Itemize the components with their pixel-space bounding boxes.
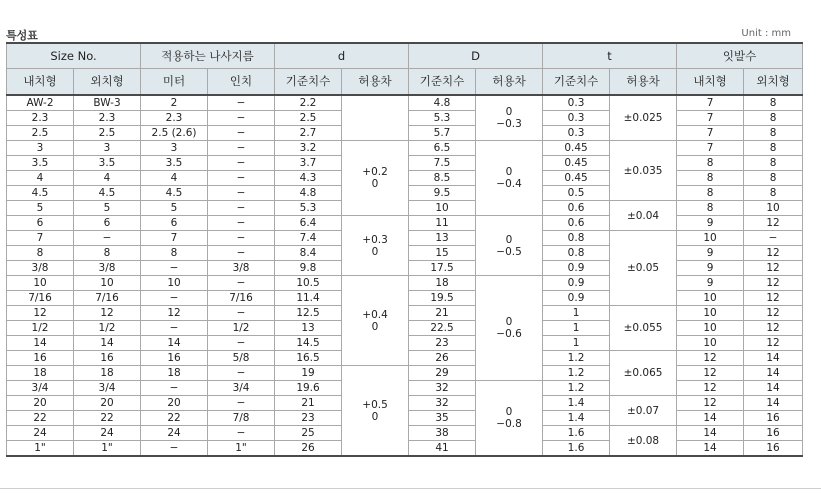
cell-teeth-inner: 10 (677, 306, 744, 321)
cell-inner-type: 16 (7, 351, 74, 366)
cell-teeth-outer: 8 (744, 156, 803, 171)
cell-t-tolerance-line: ±0.025 (623, 112, 663, 124)
cell-teeth-outer: 8 (744, 171, 803, 186)
cell-inch: 3/8 (208, 261, 275, 276)
cell-metric: 10 (141, 276, 208, 291)
bottom-rule (0, 488, 821, 489)
header-outer-type: 외치형 (74, 69, 141, 96)
cell-t-tolerance (610, 141, 677, 201)
cell-d-nominal: 5.3 (275, 201, 342, 216)
cell-metric: 14 (141, 336, 208, 351)
cell-outer-type: 4.5 (74, 186, 141, 201)
cell-d-tolerance (342, 141, 409, 216)
cell-t-nominal: 0.3 (543, 95, 610, 111)
cell-inner-type: 22 (7, 411, 74, 426)
header-t-tolerance: 허용차 (610, 69, 677, 96)
cell-D-tolerance-line: 0 (505, 406, 513, 418)
cell-t-tolerance (610, 351, 677, 396)
header-d: d (275, 43, 409, 69)
cell-t-nominal: 1.6 (543, 426, 610, 441)
cell-inner-type: 4 (7, 171, 74, 186)
cell-teeth-inner: 8 (677, 171, 744, 186)
cell-outer-type: 24 (74, 426, 141, 441)
table-row (7, 216, 803, 231)
cell-d-tolerance (342, 276, 409, 366)
cell-inch: 7/8 (208, 411, 275, 426)
cell-d-nominal: 13 (275, 321, 342, 336)
cell-D-nominal: 38 (409, 426, 476, 441)
cell-d-nominal: 19 (275, 366, 342, 381)
header-t: t (543, 43, 677, 69)
cell-teeth-outer: 8 (744, 126, 803, 141)
cell-metric: − (141, 381, 208, 396)
cell-teeth-inner: 14 (677, 441, 744, 457)
cell-metric: 3.5 (141, 156, 208, 171)
cell-t-nominal: 1.2 (543, 351, 610, 366)
cell-d-tolerance (342, 216, 409, 276)
cell-teeth-inner: 10 (677, 336, 744, 351)
cell-metric: 12 (141, 306, 208, 321)
cell-metric: − (141, 291, 208, 306)
cell-t-nominal: 1.2 (543, 366, 610, 381)
cell-t-nominal: 0.9 (543, 276, 610, 291)
cell-metric: 8 (141, 246, 208, 261)
cell-outer-type: − (74, 231, 141, 246)
cell-d-nominal: 2.5 (275, 111, 342, 126)
cell-metric: 20 (141, 396, 208, 411)
cell-metric: 24 (141, 426, 208, 441)
cell-teeth-outer: 8 (744, 141, 803, 156)
cell-t-nominal: 0.5 (543, 186, 610, 201)
cell-inner-type: 18 (7, 366, 74, 381)
cell-teeth-outer: 8 (744, 186, 803, 201)
cell-teeth-inner: 12 (677, 396, 744, 411)
cell-inner-type: 1/2 (7, 321, 74, 336)
cell-metric: 18 (141, 366, 208, 381)
cell-d-nominal: 6.4 (275, 216, 342, 231)
cell-d-nominal: 26 (275, 441, 342, 457)
cell-D-nominal: 18 (409, 276, 476, 291)
cell-D-nominal: 5.3 (409, 111, 476, 126)
cell-teeth-inner: 12 (677, 381, 744, 396)
cell-d-tolerance-line: +0.2 (362, 166, 388, 178)
cell-inch: − (208, 186, 275, 201)
cell-outer-type: 6 (74, 216, 141, 231)
cell-inch: 5/8 (208, 351, 275, 366)
header-row-1 (7, 43, 803, 69)
cell-D-tolerance-line: −0.6 (496, 328, 522, 340)
cell-D-nominal: 13 (409, 231, 476, 246)
cell-d-nominal: 19.6 (275, 381, 342, 396)
cell-teeth-inner: 7 (677, 141, 744, 156)
header-size-no: Size No. (7, 43, 141, 69)
cell-inch: − (208, 276, 275, 291)
cell-D-tolerance-line: 0 (505, 233, 513, 246)
cell-d-nominal: 10.5 (275, 276, 342, 291)
table-row (7, 366, 803, 381)
cell-inch: − (208, 426, 275, 441)
cell-D-nominal: 7.5 (409, 156, 476, 171)
cell-teeth-outer: 16 (744, 411, 803, 426)
cell-inch: − (208, 201, 275, 216)
cell-outer-type: 7/16 (74, 291, 141, 306)
cell-inner-type: 3/8 (7, 261, 74, 276)
cell-d-tolerance-line: 0 (371, 178, 379, 190)
cell-teeth-inner: 10 (677, 321, 744, 336)
cell-t-tolerance-line: ±0.04 (626, 209, 660, 222)
cell-t-nominal: 1 (543, 306, 610, 321)
cell-metric: 6 (141, 216, 208, 231)
cell-outer-type: 1/2 (74, 321, 141, 336)
header-thread-diameter: 적용하는 나사지름 (141, 43, 275, 69)
cell-t-tolerance (610, 426, 677, 457)
cell-inner-type: 8 (7, 246, 74, 261)
cell-D-tolerance (476, 95, 543, 141)
cell-D-tolerance (476, 276, 543, 381)
cell-teeth-outer: 8 (744, 111, 803, 126)
cell-outer-type: 20 (74, 396, 141, 411)
cell-d-nominal: 2.2 (275, 95, 342, 111)
cell-D-nominal: 32 (409, 396, 476, 411)
cell-D-nominal: 22.5 (409, 321, 476, 336)
cell-teeth-inner: 8 (677, 186, 744, 201)
cell-metric: 4.5 (141, 186, 208, 201)
cell-teeth-outer: 14 (744, 396, 803, 411)
cell-t-nominal: 1.4 (543, 411, 610, 426)
cell-outer-type: 1" (74, 441, 141, 457)
cell-inch: − (208, 171, 275, 186)
cell-inner-type: AW-2 (7, 95, 74, 111)
cell-teeth-inner: 7 (677, 95, 744, 111)
cell-D-nominal: 11 (409, 216, 476, 231)
cell-inner-type: 6 (7, 216, 74, 231)
cell-inch: − (208, 306, 275, 321)
cell-outer-type: 2.3 (74, 111, 141, 126)
cell-D-nominal: 19.5 (409, 291, 476, 306)
cell-outer-type: 18 (74, 366, 141, 381)
header-row-2 (7, 69, 803, 96)
cell-D-nominal: 26 (409, 351, 476, 366)
cell-teeth-inner: 14 (677, 411, 744, 426)
cell-d-nominal: 8.4 (275, 246, 342, 261)
cell-inner-type: 1" (7, 441, 74, 457)
header-teeth-inner: 내치형 (677, 69, 744, 96)
table-caption: 특성표 (6, 29, 38, 42)
cell-d-nominal: 16.5 (275, 351, 342, 366)
cell-metric: 16 (141, 351, 208, 366)
cell-teeth-inner: 12 (677, 351, 744, 366)
cell-teeth-inner: 9 (677, 276, 744, 291)
cell-teeth-outer: 12 (744, 306, 803, 321)
cell-D-nominal: 15 (409, 246, 476, 261)
cell-inner-type: 12 (7, 306, 74, 321)
cell-d-nominal: 3.2 (275, 141, 342, 156)
cell-teeth-inner: 14 (677, 426, 744, 441)
cell-t-nominal: 1 (543, 321, 610, 336)
cell-t-tolerance-line: ±0.05 (626, 262, 660, 274)
table-row (7, 276, 803, 291)
cell-d-tolerance-line: 0 (371, 245, 379, 258)
cell-t-nominal: 0.45 (543, 171, 610, 186)
cell-D-tolerance-line: −0.5 (496, 245, 522, 258)
cell-D-nominal: 21 (409, 306, 476, 321)
cell-metric: 3 (141, 141, 208, 156)
cell-d-nominal: 9.8 (275, 261, 342, 276)
cell-t-nominal: 1 (543, 336, 610, 351)
cell-outer-type: 8 (74, 246, 141, 261)
header-metric: 미터 (141, 69, 208, 96)
cell-outer-type: 10 (74, 276, 141, 291)
cell-teeth-outer: 12 (744, 321, 803, 336)
cell-inch: − (208, 246, 275, 261)
header-inch: 인치 (208, 69, 275, 96)
cell-inch: − (208, 111, 275, 126)
cell-t-tolerance (610, 201, 677, 231)
cell-d-nominal: 4.8 (275, 186, 342, 201)
cell-teeth-inner: 7 (677, 111, 744, 126)
header-d-tolerance: 허용차 (342, 69, 409, 96)
cell-t-nominal: 1.2 (543, 381, 610, 396)
cell-teeth-outer: 12 (744, 276, 803, 291)
cell-inner-type: 2.3 (7, 111, 74, 126)
cell-D-tolerance-line: 0 (505, 166, 513, 178)
cell-outer-type: 12 (74, 306, 141, 321)
cell-d-nominal: 23 (275, 411, 342, 426)
cell-t-tolerance-line: ±0.055 (623, 322, 663, 334)
cell-inch: 1" (208, 441, 275, 457)
cell-inner-type: 7/16 (7, 291, 74, 306)
cell-inch: − (208, 95, 275, 111)
cell-inner-type: 4.5 (7, 186, 74, 201)
header-d-nominal: 기준치수 (275, 69, 342, 96)
cell-teeth-outer: 12 (744, 261, 803, 276)
cell-d-nominal: 11.4 (275, 291, 342, 306)
cell-d-tolerance-line: +0.4 (362, 308, 388, 321)
cell-D-tolerance-line: 0 (505, 316, 513, 328)
cell-inner-type: 2.5 (7, 126, 74, 141)
cell-D-nominal: 32 (409, 381, 476, 396)
cell-teeth-inner: 10 (677, 291, 744, 306)
cell-t-nominal: 0.9 (543, 291, 610, 306)
cell-outer-type: 2.5 (74, 126, 141, 141)
cell-outer-type: 22 (74, 411, 141, 426)
cell-teeth-outer: 12 (744, 291, 803, 306)
cell-t-nominal: 0.6 (543, 216, 610, 231)
cell-d-tolerance-line: +0.3 (362, 233, 388, 246)
table-row (7, 95, 803, 111)
cell-d-nominal: 2.7 (275, 126, 342, 141)
spec-table (6, 42, 803, 457)
cell-inch: − (208, 156, 275, 171)
cell-inch: − (208, 216, 275, 231)
cell-inner-type: 3/4 (7, 381, 74, 396)
cell-inner-type: 10 (7, 276, 74, 291)
cell-metric: − (141, 261, 208, 276)
cell-t-tolerance (610, 95, 677, 141)
cell-teeth-outer: 16 (744, 441, 803, 457)
cell-metric: 5 (141, 201, 208, 216)
cell-teeth-outer: 10 (744, 201, 803, 216)
cell-inch: 3/4 (208, 381, 275, 396)
spec-table-body (7, 95, 803, 456)
cell-t-tolerance (610, 306, 677, 351)
cell-D-tolerance-line: −0.3 (496, 118, 522, 130)
cell-teeth-outer: 16 (744, 426, 803, 441)
cell-teeth-inner: 9 (677, 261, 744, 276)
cell-D-nominal: 4.8 (409, 95, 476, 111)
cell-D-tolerance-line: 0 (505, 106, 513, 118)
cell-teeth-inner: 9 (677, 246, 744, 261)
cell-metric: 2 (141, 95, 208, 111)
cell-outer-type: 3 (74, 141, 141, 156)
header-D: D (409, 43, 543, 69)
cell-inner-type: 20 (7, 396, 74, 411)
cell-inner-type: 3.5 (7, 156, 74, 171)
cell-metric: 2.3 (141, 111, 208, 126)
cell-D-nominal: 10 (409, 201, 476, 216)
cell-t-nominal: 0.3 (543, 111, 610, 126)
cell-D-nominal: 35 (409, 411, 476, 426)
cell-d-tolerance-line: 0 (371, 410, 379, 423)
cell-outer-type: 3/8 (74, 261, 141, 276)
cell-metric: 2.5 (2.6) (141, 126, 208, 141)
cell-outer-type: 3/4 (74, 381, 141, 396)
cell-teeth-inner: 8 (677, 201, 744, 216)
cell-d-nominal: 25 (275, 426, 342, 441)
cell-t-tolerance-line: ±0.065 (623, 367, 663, 379)
cell-D-nominal: 9.5 (409, 186, 476, 201)
cell-inch: − (208, 366, 275, 381)
cell-d-nominal: 14.5 (275, 336, 342, 351)
cell-D-nominal: 41 (409, 441, 476, 457)
cell-teeth-outer: 12 (744, 336, 803, 351)
cell-D-tolerance (476, 141, 543, 216)
cell-teeth-outer: 8 (744, 95, 803, 111)
cell-D-nominal: 5.7 (409, 126, 476, 141)
cell-t-nominal: 0.8 (543, 231, 610, 246)
cell-d-tolerance-line: +0.5 (362, 398, 388, 411)
cell-t-tolerance (610, 396, 677, 426)
cell-t-nominal: 0.3 (543, 126, 610, 141)
cell-inch: 7/16 (208, 291, 275, 306)
table-caption-row (6, 27, 791, 41)
cell-inner-type: 7 (7, 231, 74, 246)
cell-outer-type: 4 (74, 171, 141, 186)
cell-t-nominal: 1.6 (543, 441, 610, 457)
cell-D-nominal: 6.5 (409, 141, 476, 156)
cell-D-nominal: 29 (409, 366, 476, 381)
cell-d-tolerance (342, 366, 409, 457)
cell-inch: − (208, 126, 275, 141)
cell-d-tolerance (342, 95, 409, 141)
cell-teeth-inner: 9 (677, 216, 744, 231)
cell-teeth-outer: 14 (744, 381, 803, 396)
cell-d-nominal: 21 (275, 396, 342, 411)
cell-outer-type: BW-3 (74, 95, 141, 111)
cell-t-nominal: 0.6 (543, 201, 610, 216)
cell-metric: − (141, 441, 208, 457)
cell-d-nominal: 3.7 (275, 156, 342, 171)
cell-t-tolerance-line: ±0.035 (623, 164, 663, 177)
cell-t-nominal: 0.9 (543, 261, 610, 276)
cell-D-tolerance-line: −0.8 (496, 418, 522, 430)
cell-D-nominal: 17.5 (409, 261, 476, 276)
header-teeth: 잇발수 (677, 43, 803, 69)
cell-metric: 4 (141, 171, 208, 186)
cell-d-tolerance-line: 0 (371, 320, 379, 333)
cell-D-tolerance (476, 216, 543, 276)
cell-inch: − (208, 231, 275, 246)
cell-d-nominal: 7.4 (275, 231, 342, 246)
cell-D-tolerance (476, 381, 543, 457)
cell-inner-type: 14 (7, 336, 74, 351)
cell-inner-type: 5 (7, 201, 74, 216)
cell-inch: − (208, 396, 275, 411)
cell-outer-type: 16 (74, 351, 141, 366)
header-t-nominal: 기준치수 (543, 69, 610, 96)
cell-inner-type: 24 (7, 426, 74, 441)
header-D-nominal: 기준치수 (409, 69, 476, 96)
cell-inch: − (208, 336, 275, 351)
cell-teeth-outer: 14 (744, 351, 803, 366)
cell-t-nominal: 0.45 (543, 141, 610, 156)
cell-outer-type: 3.5 (74, 156, 141, 171)
cell-t-tolerance-line: ±0.08 (626, 434, 660, 447)
table-row (7, 141, 803, 156)
header-D-tolerance: 허용차 (476, 69, 543, 96)
cell-teeth-inner: 12 (677, 366, 744, 381)
cell-t-tolerance-line: ±0.07 (626, 404, 660, 417)
cell-d-nominal: 4.3 (275, 171, 342, 186)
header-teeth-outer: 외치형 (744, 69, 803, 96)
cell-inch: 1/2 (208, 321, 275, 336)
cell-teeth-outer: 14 (744, 366, 803, 381)
cell-teeth-inner: 7 (677, 126, 744, 141)
cell-teeth-outer: − (744, 231, 803, 246)
cell-D-nominal: 8.5 (409, 171, 476, 186)
header-inner-type: 내치형 (7, 69, 74, 96)
cell-D-nominal: 23 (409, 336, 476, 351)
cell-t-nominal: 1.4 (543, 396, 610, 411)
cell-t-nominal: 0.8 (543, 246, 610, 261)
cell-teeth-inner: 10 (677, 231, 744, 246)
unit-label: Unit : mm (741, 28, 791, 39)
cell-d-nominal: 12.5 (275, 306, 342, 321)
cell-outer-type: 5 (74, 201, 141, 216)
cell-metric: 7 (141, 231, 208, 246)
cell-metric: − (141, 321, 208, 336)
cell-outer-type: 14 (74, 336, 141, 351)
cell-teeth-outer: 12 (744, 246, 803, 261)
cell-teeth-inner: 8 (677, 156, 744, 171)
cell-teeth-outer: 12 (744, 216, 803, 231)
cell-inner-type: 3 (7, 141, 74, 156)
cell-t-nominal: 0.45 (543, 156, 610, 171)
cell-inch: − (208, 141, 275, 156)
cell-D-tolerance-line: −0.4 (496, 178, 522, 190)
cell-t-tolerance (610, 231, 677, 306)
cell-metric: 22 (141, 411, 208, 426)
